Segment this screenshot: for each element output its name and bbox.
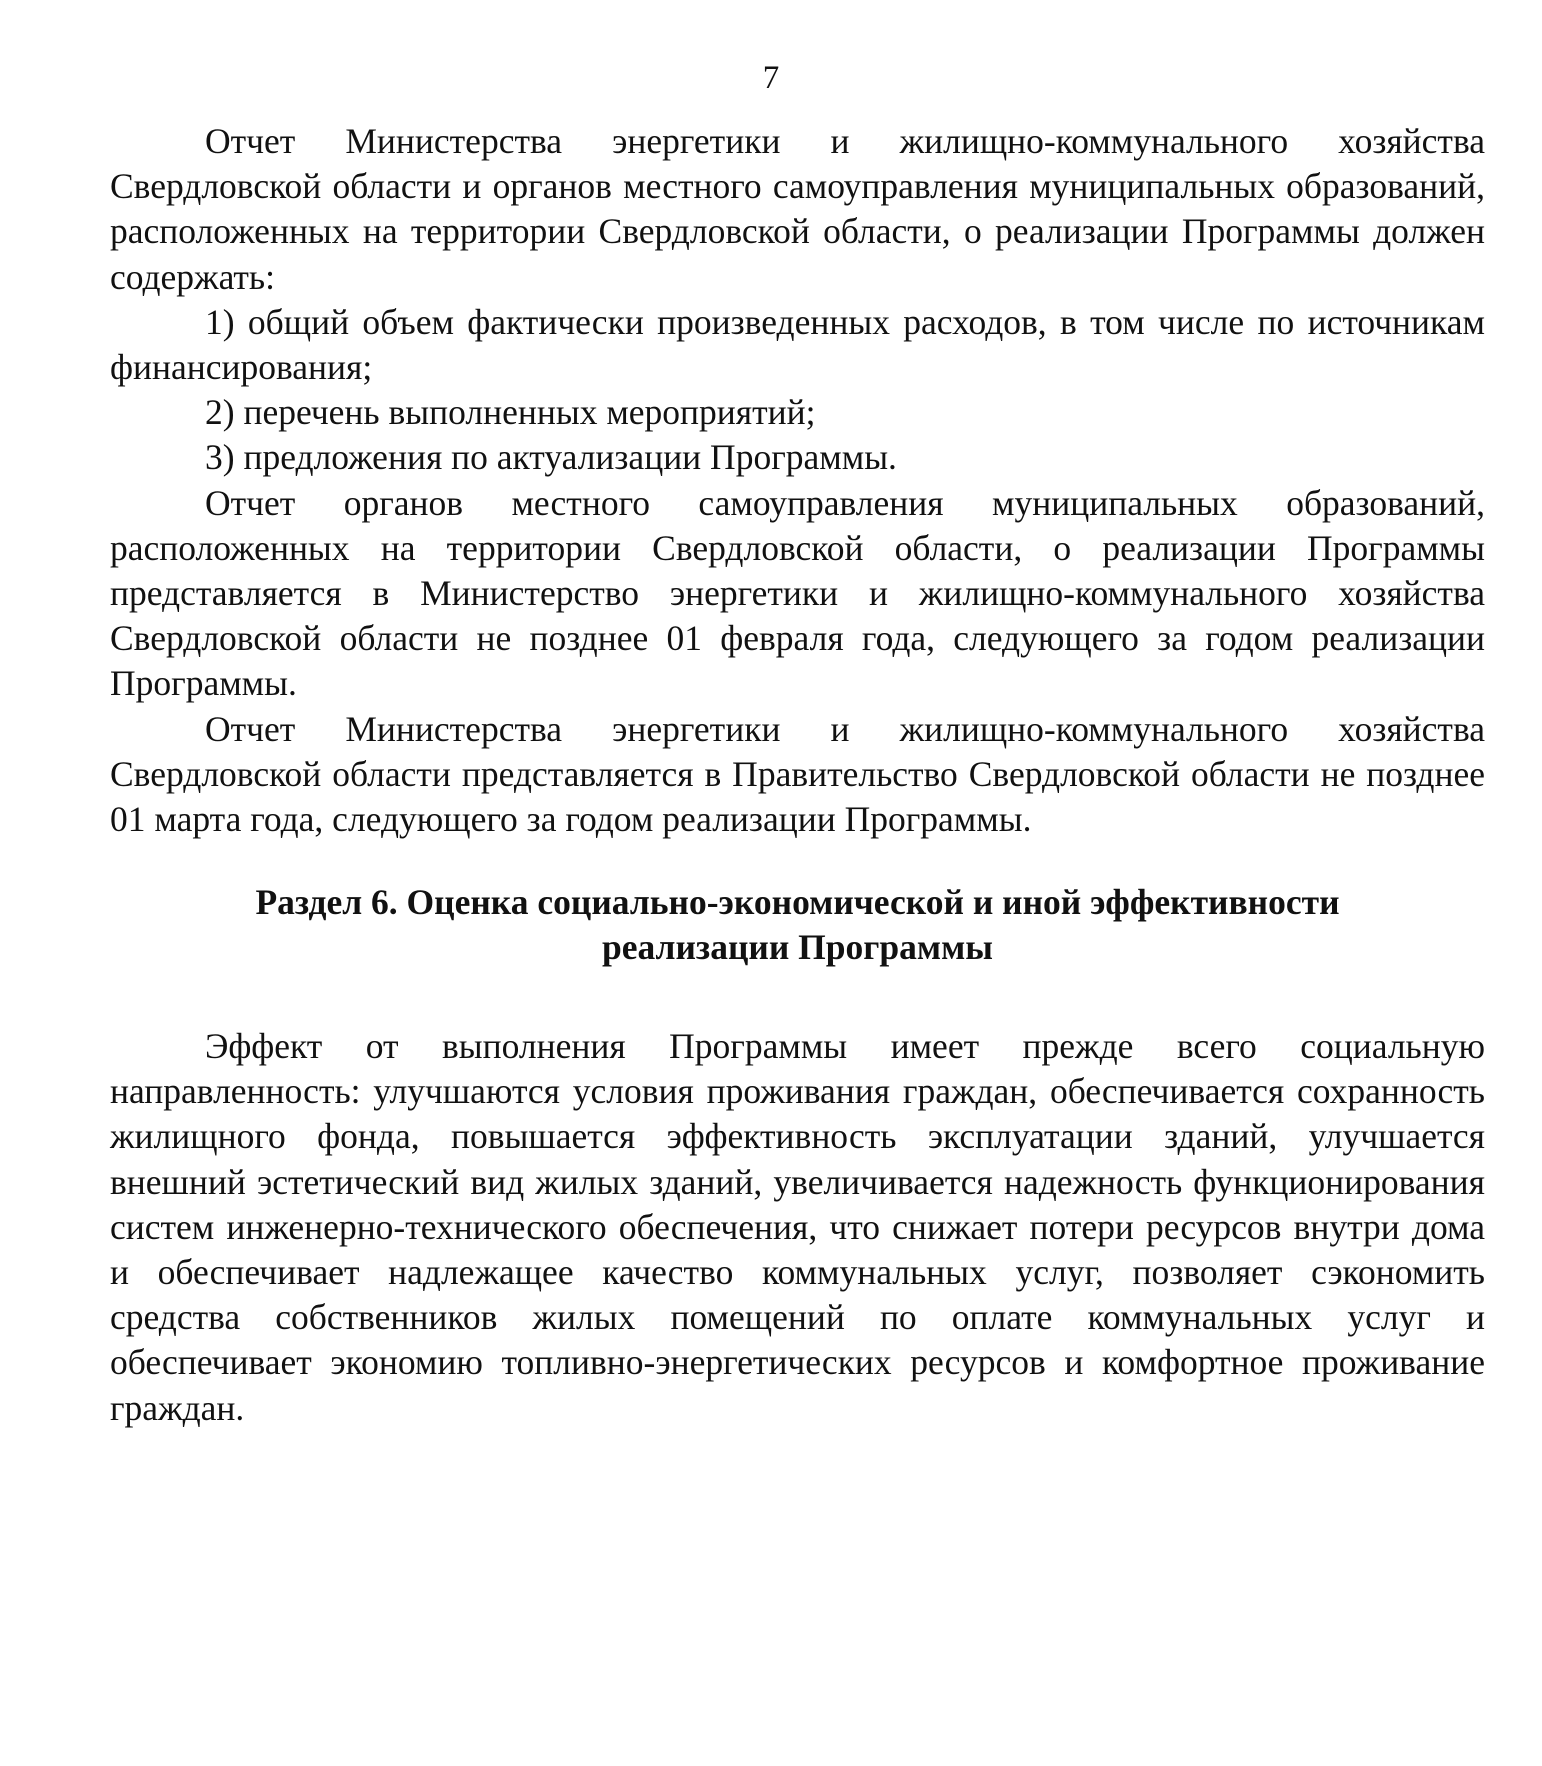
page-number: 7	[762, 60, 780, 96]
section-6-heading	[110, 880, 1485, 970]
section-6-heading-line-2: реализации Программы	[602, 927, 993, 967]
list-item-expenses: 1) общий объем фактически произведенных расходов, в том числе по источникам финансирования;	[110, 301, 1485, 388]
section-6-body	[110, 1024, 1485, 1431]
paragraph-report-contents-intro: Отчет Министерства энергетики и жилищно-коммунального хозяйства Свердловской области и органов местного самоуправления муниципальных образований, расположенных на территории Свердловской области, о реализации Программы должен содержать:	[110, 121, 1485, 297]
list-item-proposals: 3) предложения по актуализации Программы.	[205, 437, 897, 478]
paragraph-ministry-report-deadline: Отчет Министерства энергетики и жилищно-коммунального хозяйства Свердловской области представляется в Правительство Свердловской области не позднее 01 марта года, следующего за годом реализации Программы.	[110, 708, 1485, 840]
section-6-heading-line-1: Раздел 6. Оценка социально-экономической и иной эффективности	[255, 882, 1340, 922]
section-5-report-requirements	[110, 119, 1485, 842]
list-item-activities: 2) перечень выполненных мероприятий;	[205, 392, 816, 433]
paragraph-program-effect: Эффект от выполнения Программы имеет прежде всего социальную направленность: улучшаются условия проживания граждан, обеспечивается сохранность жилищного фонда, повышается эффективность эксплуатации зданий, улучшается внешний эстетический вид жилых зданий, увеличивается надежность функционирования систем инженерно-технического обеспечения, что снижает потери ресурсов внутри дома и обеспечивает надлежащее качество коммунальных услуг, позволяет сэкономить средства собственников жилых помещений по оплате коммунальных услуг и обеспечивает экономию топливно-энергетических ресурсов и комфортное проживание граждан.	[110, 1026, 1485, 1428]
paragraph-municipal-report-deadline: Отчет органов местного самоуправления муниципальных образований, расположенных на территории Свердловской области, о реализации Программы представляется в Министерство энергетики и жилищно-коммунального хозяйства Свердловской области не позднее 01 февраля года, следующего за годом реализации Программы.	[110, 482, 1485, 704]
